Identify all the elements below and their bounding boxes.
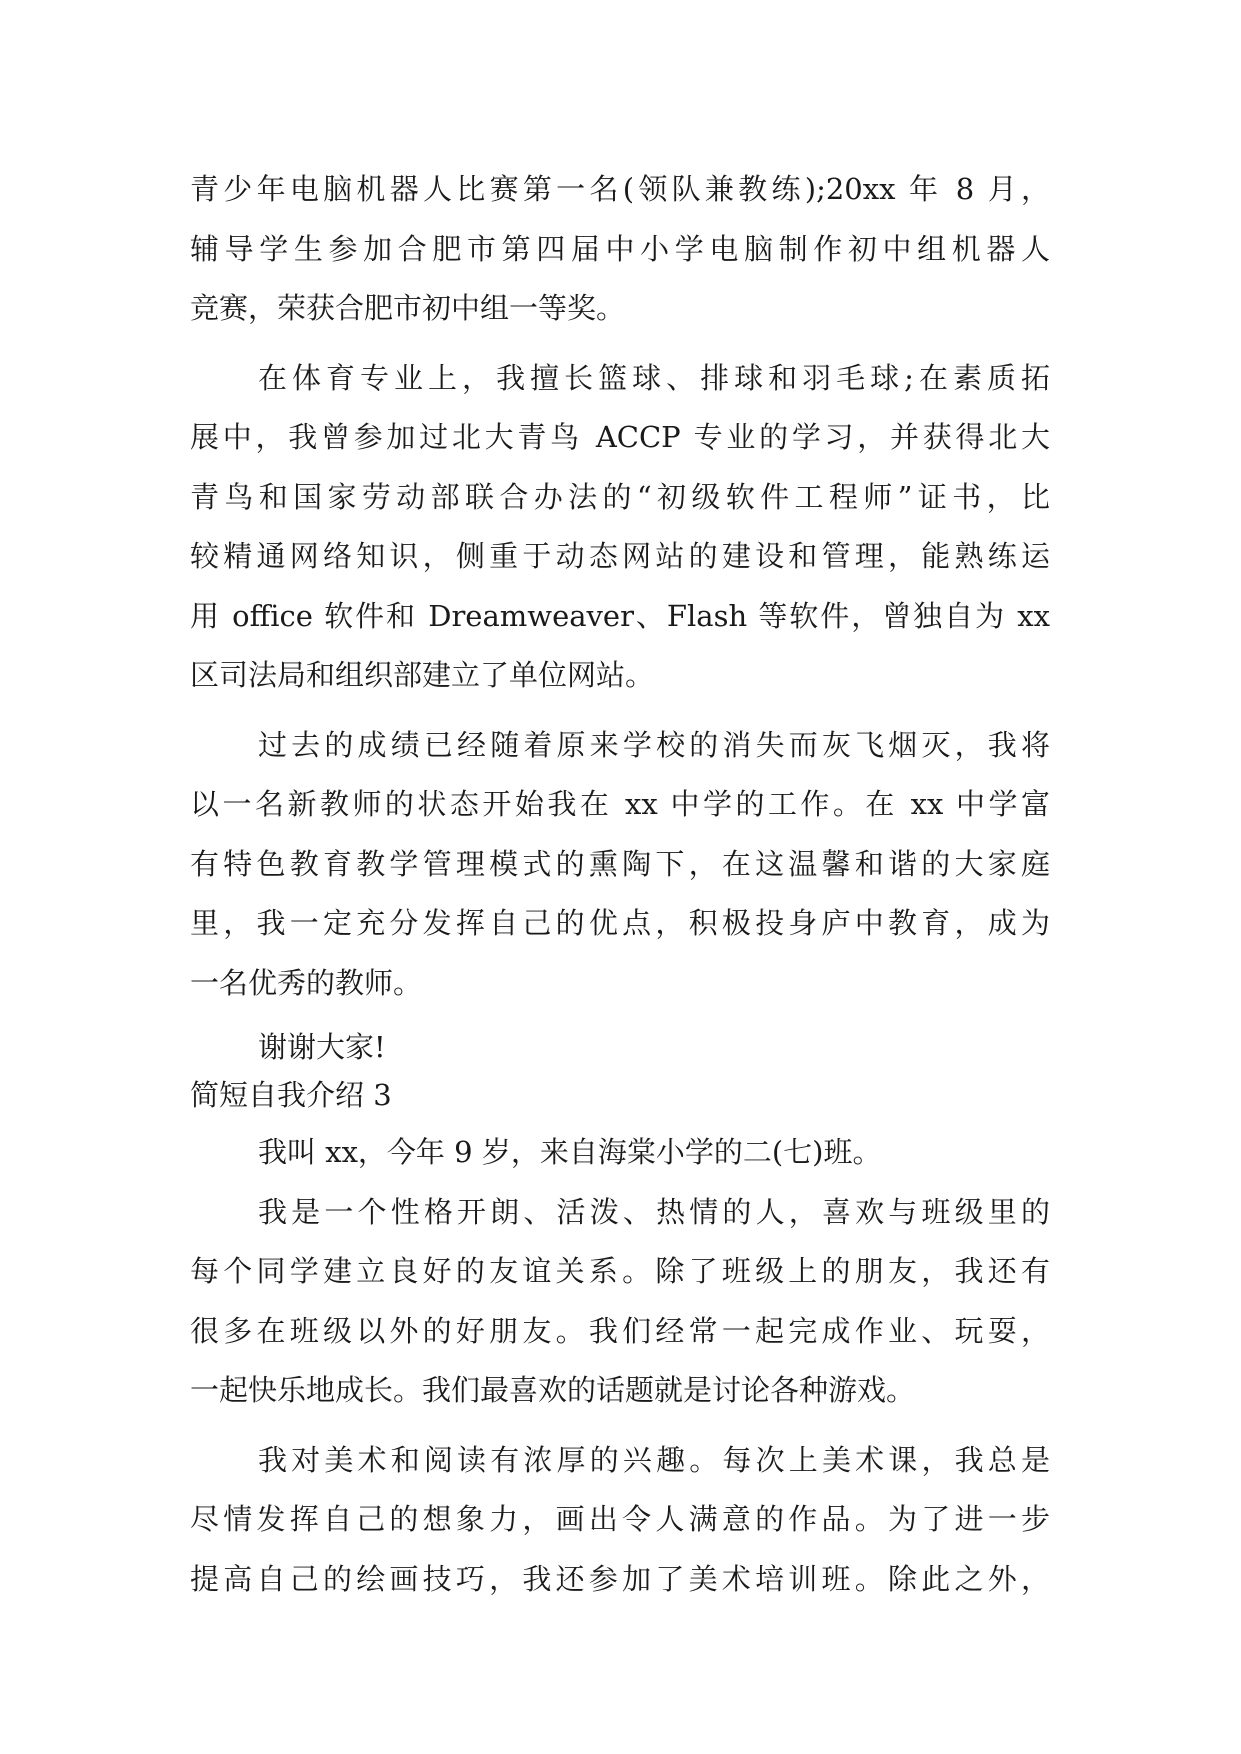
text-line: 在体育专业上，我擅长篮球、排球和羽毛球;在素质拓 [258, 360, 1050, 395]
document-body [190, 160, 1050, 1609]
text-line: 我是一个性格开朗、活泼、热情的人，喜欢与班级里的 [258, 1194, 1050, 1229]
heading-text: 简短自我介绍 3 [190, 1078, 392, 1112]
text-line: 每个同学建立良好的友谊关系。除了班级上的朋友，我还有 [190, 1254, 1050, 1288]
text-line: 很多在班级以外的好朋友。我们经常一起完成作业、玩耍， [190, 1313, 1050, 1348]
paragraph-personality [190, 1183, 1050, 1421]
text-line: 谢谢大家! [258, 1030, 386, 1064]
text-line: 一名优秀的教师。 [190, 965, 423, 1000]
text-line: 用 office 软件和 Dreamweaver、Flash 等软件，曾独自为 xx [190, 598, 1050, 633]
paragraph-interests [190, 1431, 1050, 1610]
paragraph-future [190, 716, 1050, 1014]
text-line: 我叫 xx，今年 9 岁，来自海棠小学的二(七)班。 [258, 1135, 882, 1169]
text-line: 区司法局和组织部建立了单位网站。 [190, 658, 655, 692]
text-line: 以一名新教师的状态开始我在 xx 中学的工作。在 xx 中学富 [190, 787, 1050, 821]
paragraph-intro [190, 1123, 1050, 1183]
text-line: 有特色教育教学管理模式的熏陶下，在这温馨和谐的大家庭 [190, 846, 1050, 881]
text-line: 青少年电脑机器人比赛第一名(领队兼教练);20xx 年 8 月， [190, 172, 1050, 206]
paragraph-thanks [190, 1023, 1050, 1071]
text-line: 青鸟和国家劳动部联合办法的“初级软件工程师”证书，比 [190, 479, 1050, 514]
text-line: 竞赛，荣获合肥市初中组一等奖。 [190, 291, 626, 325]
paragraph-skills [190, 349, 1050, 706]
text-line: 尽情发挥自己的想象力，画出令人满意的作品。为了进一步 [190, 1502, 1050, 1536]
text-line: 里，我一定充分发挥自己的优点，积极投身庐中教育，成为 [190, 906, 1050, 940]
text-line: 过去的成绩已经随着原来学校的消失而灰飞烟灭，我将 [258, 727, 1050, 762]
text-line: 我对美术和阅读有浓厚的兴趣。每次上美术课，我总是 [258, 1442, 1050, 1477]
paragraph-awards [190, 160, 1050, 339]
text-line: 展中，我曾参加过北大青鸟 ACCP 专业的学习，并获得北大 [190, 420, 1050, 454]
text-line: 一起快乐地成长。我们最喜欢的话题就是讨论各种游戏。 [190, 1373, 916, 1407]
text-line: 较精通网络知识，侧重于动态网站的建设和管理，能熟练运 [190, 539, 1050, 573]
text-line: 提高自己的绘画技巧，我还参加了美术培训班。除此之外， [190, 1561, 1050, 1596]
text-line: 辅导学生参加合肥市第四届中小学电脑制作初中组机器人 [190, 231, 1050, 266]
section-heading [190, 1071, 1050, 1119]
